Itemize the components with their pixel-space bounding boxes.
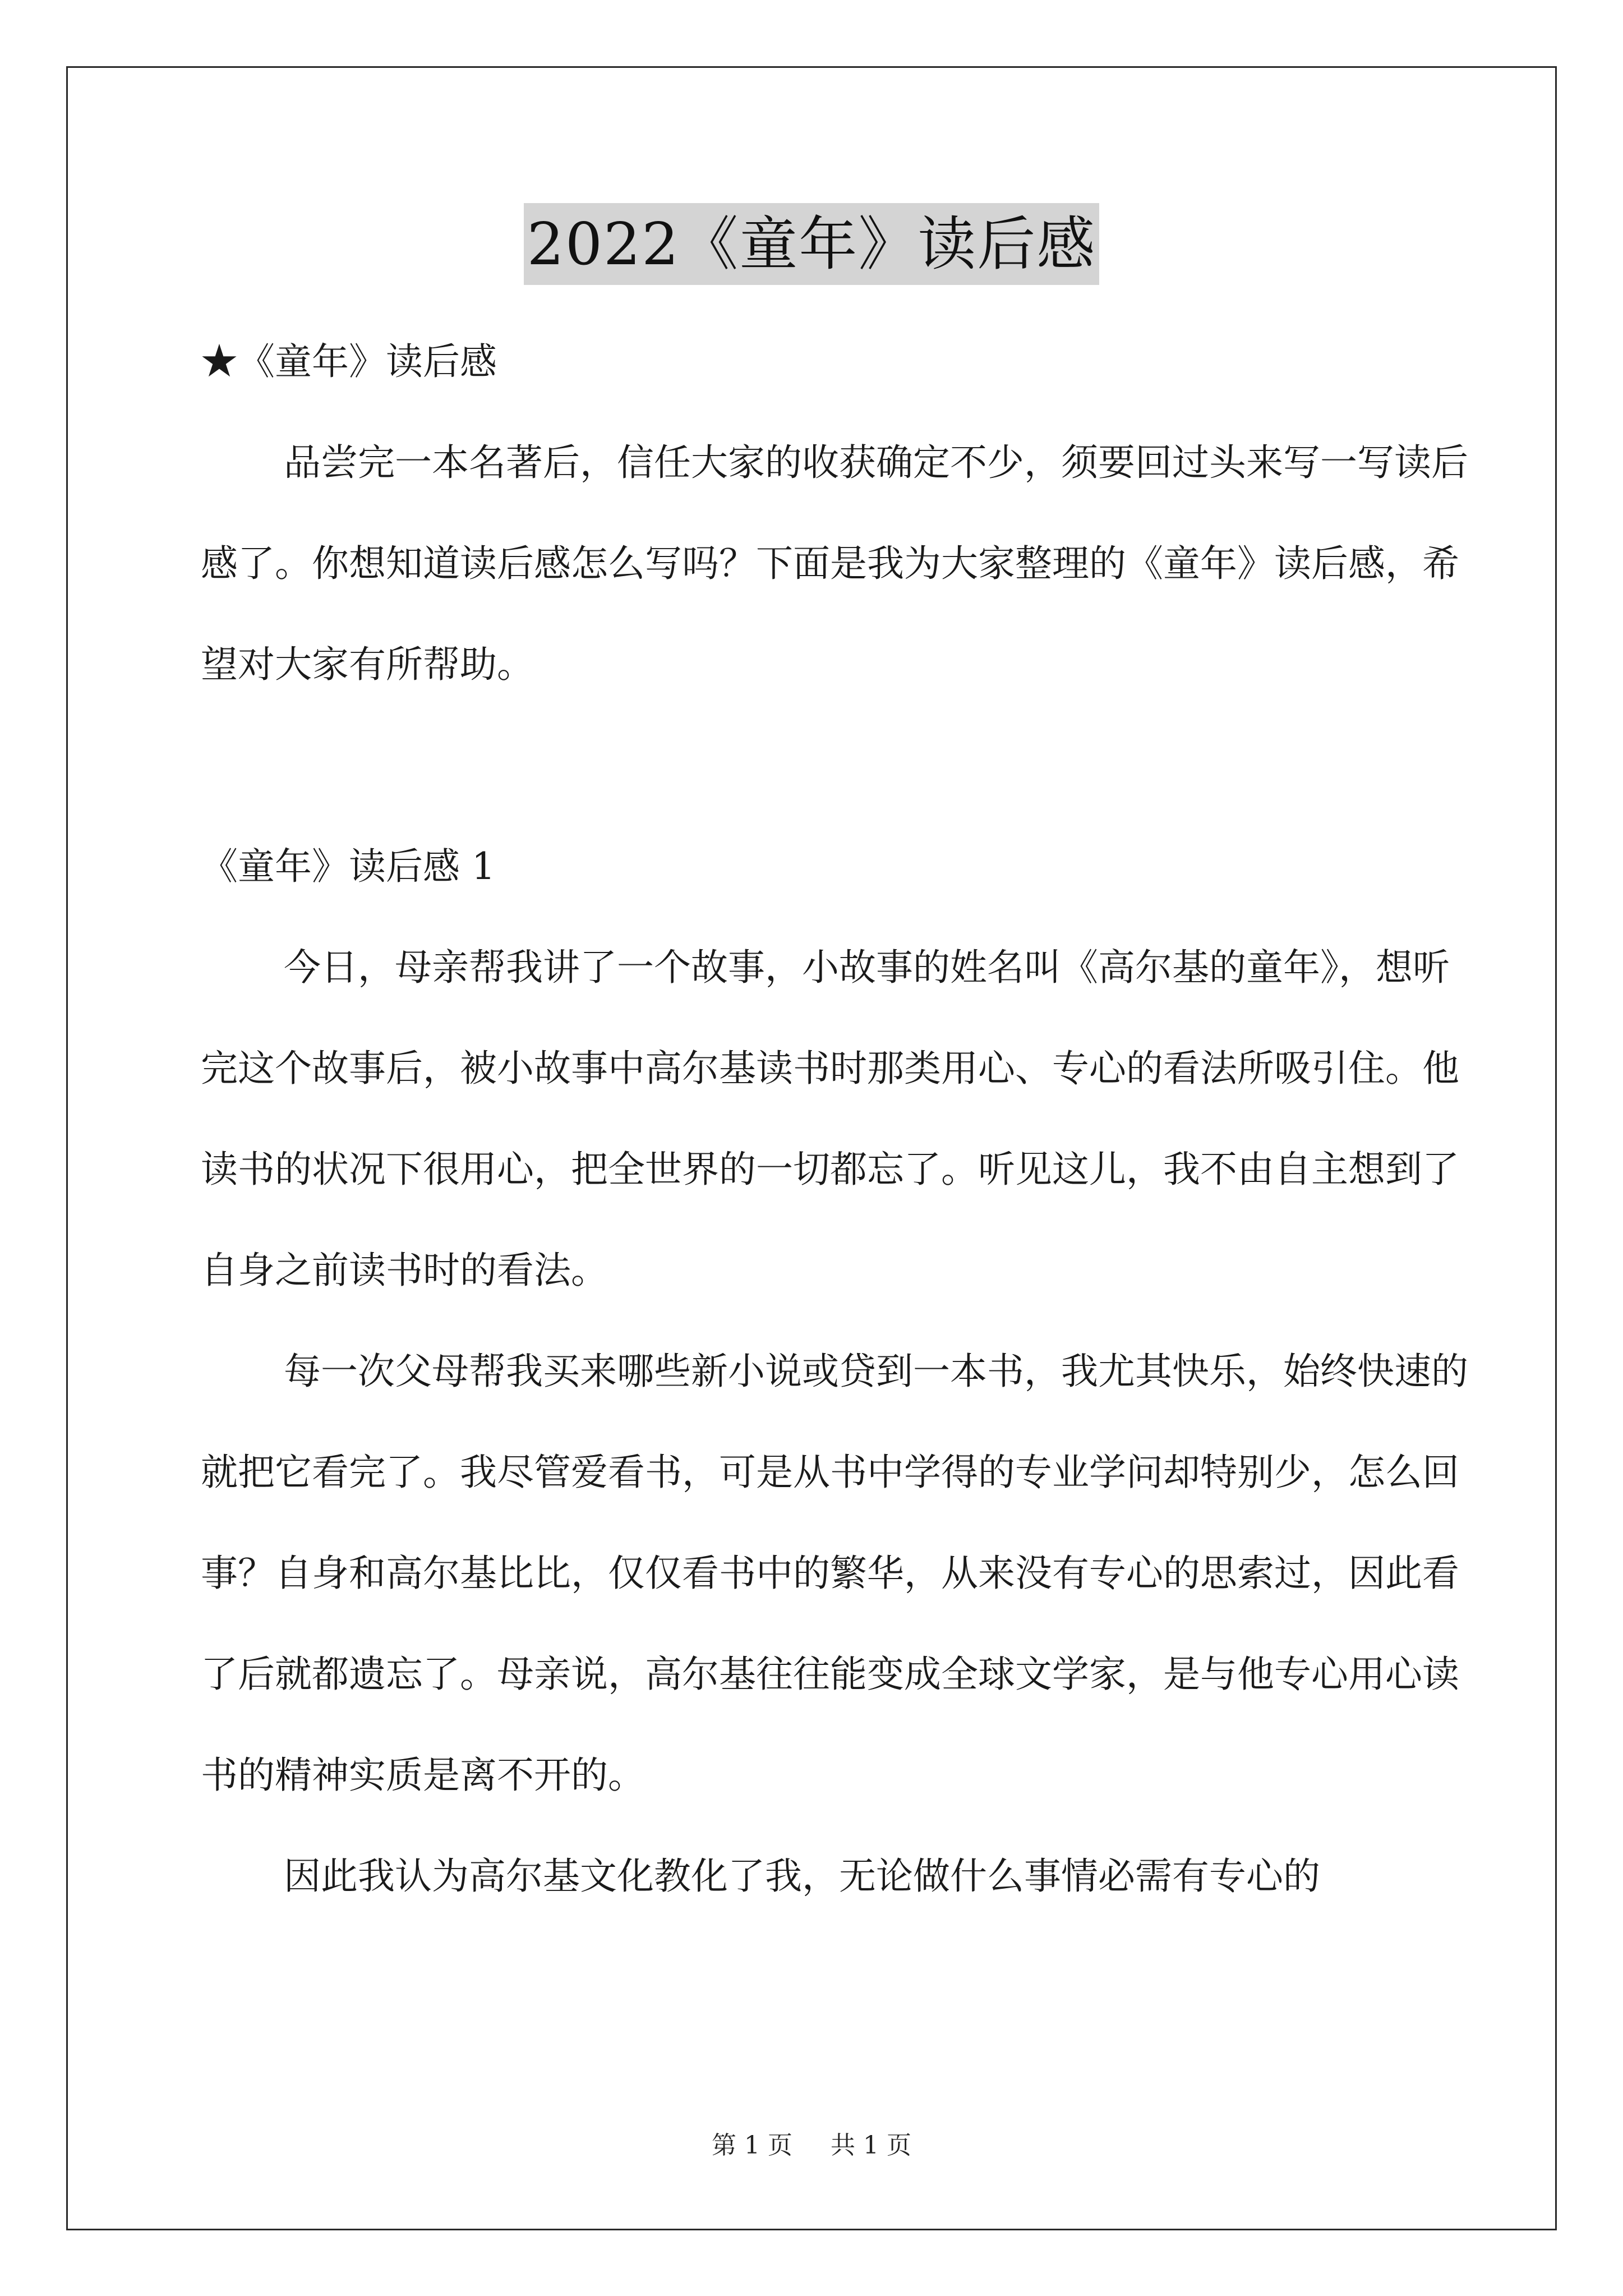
page-footer bbox=[0, 2129, 1623, 2162]
page-total: 共 1 页 bbox=[831, 2131, 911, 2160]
body-paragraph-3: 因此我认为高尔基文化教化了我，无论做什么事情必需有专心的 bbox=[284, 1855, 1320, 1898]
body-paragraph-1: 今日，母亲帮我讲了一个故事，小故事的姓名叫《高尔基的童年》，想听完这个故事后，被小故事中高尔基读书时那类用心、专心的看法所吸引住。他读书的状况下很用心，把全世界的一切都忘了。听见这儿，我不由自主想到了自身之前读书时的看法。 bbox=[201, 946, 1459, 1292]
intro-paragraph: 品尝完一本名著后，信任大家的收获确定不少，须要回过头来写一写读后感了。你想知道读后感怎么写吗？下面是我为大家整理的《童年》读后感，希望对大家有所帮助。 bbox=[201, 441, 1468, 686]
document-title: 2022《童年》读后感 bbox=[524, 203, 1100, 285]
body-paragraph-2: 每一次父母帮我买来哪些新小说或贷到一本书，我尤其快乐，始终快速的就把它看完了。我尽管爱看书，可是从书中学得的专业学问却特别少，怎么回事？自身和高尔基比比，仅仅看书中的繁华，从来没有专心的思索过，因此看了后就都遗忘了。母亲说，高尔基往往能变成全球文学家，是与他专心用心读书的精神实质是离不开的。 bbox=[201, 1350, 1468, 1797]
paragraph-spacer bbox=[201, 715, 1468, 816]
page-number: 第 1 页 bbox=[712, 2131, 792, 2160]
subtitle: ★《童年》读后感 bbox=[201, 340, 497, 383]
section-heading: 《童年》读后感 1 bbox=[201, 845, 495, 888]
document-body bbox=[201, 311, 1468, 1927]
title-container bbox=[0, 203, 1623, 285]
